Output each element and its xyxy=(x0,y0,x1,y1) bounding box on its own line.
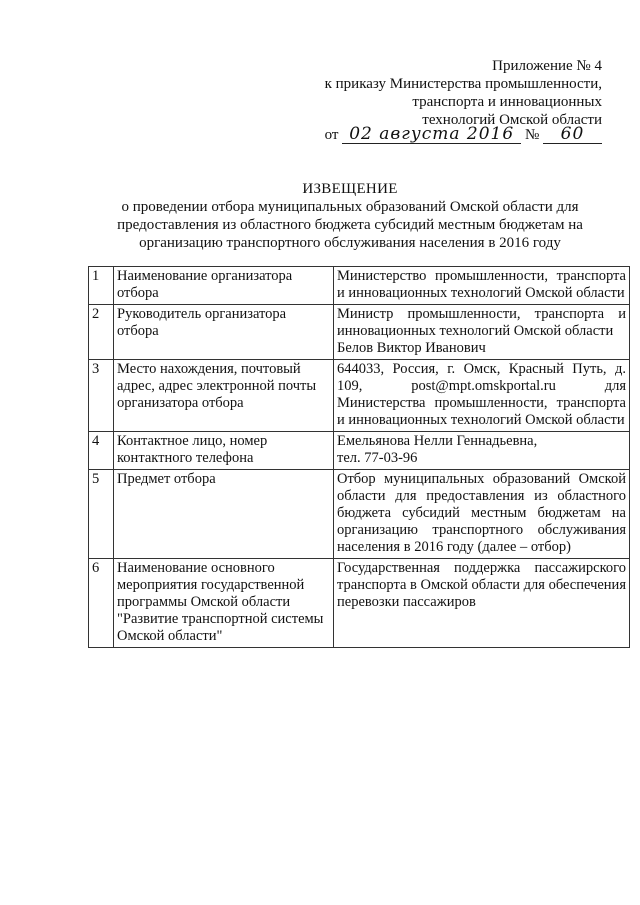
row-value-paragraph: Министерство промышленности, транспорта и инновационных технологий Омской области xyxy=(337,268,626,301)
row-value-cell xyxy=(334,267,630,305)
row-label-line: Наименование основного xyxy=(117,560,275,576)
row-label-line: отбора xyxy=(117,285,159,301)
notice-subtitle-line: организацию транспортного обслуживания населения в 2016 году xyxy=(139,235,561,251)
notice-title-block xyxy=(60,180,640,252)
row-label-line: Омской области" xyxy=(117,628,223,644)
row-value-paragraph: Министр промышленности, транспорта и инновационных технологий Омской области xyxy=(337,306,626,339)
row-number: 4 xyxy=(89,432,114,470)
handwritten-number: 60 xyxy=(543,126,602,144)
notice-subtitle-line: предоставления из областного бюджета субсидий местным бюджетам на xyxy=(117,217,583,233)
row-label-line: программы Омской области xyxy=(117,594,291,610)
row-label-line: "Развитие транспортной системы xyxy=(117,611,324,627)
row-value-paragraph: 644033, Россия, г. Омск, Красный Путь, д. 109, post@mpt.omskportal.ru для Министерства промышленности, транспорта и инновационных технологий Омской области xyxy=(337,361,626,428)
row-label-line: Контактное лицо, номер xyxy=(117,433,268,449)
table-row xyxy=(89,432,630,470)
row-label-line: организатора отбора xyxy=(117,395,244,411)
row-label-line: Предмет отбора xyxy=(117,471,216,487)
row-label-line: контактного телефона xyxy=(117,450,254,466)
appendix-block xyxy=(282,57,602,129)
table-row xyxy=(89,305,630,360)
row-value-paragraph: Белов Виктор Иванович xyxy=(337,340,486,356)
row-value-cell xyxy=(334,305,630,360)
row-number: 5 xyxy=(89,470,114,559)
row-value-cell xyxy=(334,559,630,648)
number-prefix: № xyxy=(524,127,540,143)
row-value-cell xyxy=(334,432,630,470)
row-value-paragraph: тел. 77-03-96 xyxy=(337,450,418,466)
appendix-line: к приказу Министерства промышленности, xyxy=(324,76,602,92)
row-label-cell xyxy=(114,559,334,648)
appendix-line: транспорта и инновационных xyxy=(412,94,602,110)
row-value-paragraph: Емельянова Нелли Геннадьевна, xyxy=(337,433,538,449)
handwritten-date: 02 августа 2016 xyxy=(342,126,521,144)
table-row xyxy=(89,470,630,559)
table-row xyxy=(89,559,630,648)
row-number: 1 xyxy=(89,267,114,305)
appendix-title: Приложение № 4 xyxy=(492,58,602,74)
row-label-cell xyxy=(114,267,334,305)
notice-subtitle-line: о проведении отбора муниципальных образований Омской области для xyxy=(121,199,579,215)
notice-heading: ИЗВЕЩЕНИЕ xyxy=(302,181,398,197)
row-number: 6 xyxy=(89,559,114,648)
row-label-line: адрес, адрес электронной почты xyxy=(117,378,317,394)
row-number: 2 xyxy=(89,305,114,360)
row-value-paragraph: Государственная поддержка пассажирского транспорта в Омской области для обеспечения перевозки пассажиров xyxy=(337,560,626,610)
table-row xyxy=(89,360,630,432)
row-label-cell xyxy=(114,305,334,360)
row-label-cell xyxy=(114,360,334,432)
row-label-line: отбора xyxy=(117,323,159,339)
row-value-cell xyxy=(334,360,630,432)
row-label-line: Место нахождения, почтовый xyxy=(117,361,301,377)
appendix-line: технологий Омской области xyxy=(422,112,602,128)
row-value-paragraph: Отбор муниципальных образований Омской области для предоставления из областного бюджета субсидий местным бюджетам на организацию транспортного обслуживания населения в 2016 году (далее – отбор) xyxy=(337,471,626,555)
row-label-cell xyxy=(114,432,334,470)
row-label-line: Руководитель организатора xyxy=(117,306,287,322)
notice-table xyxy=(88,266,630,648)
row-label-line: Наименование организатора xyxy=(117,268,293,284)
order-date-line xyxy=(282,126,602,144)
row-label-cell xyxy=(114,470,334,559)
row-value-cell xyxy=(334,470,630,559)
table-row xyxy=(89,267,630,305)
date-prefix: от xyxy=(324,127,339,143)
row-number: 3 xyxy=(89,360,114,432)
row-label-line: мероприятия государственной xyxy=(117,577,305,593)
